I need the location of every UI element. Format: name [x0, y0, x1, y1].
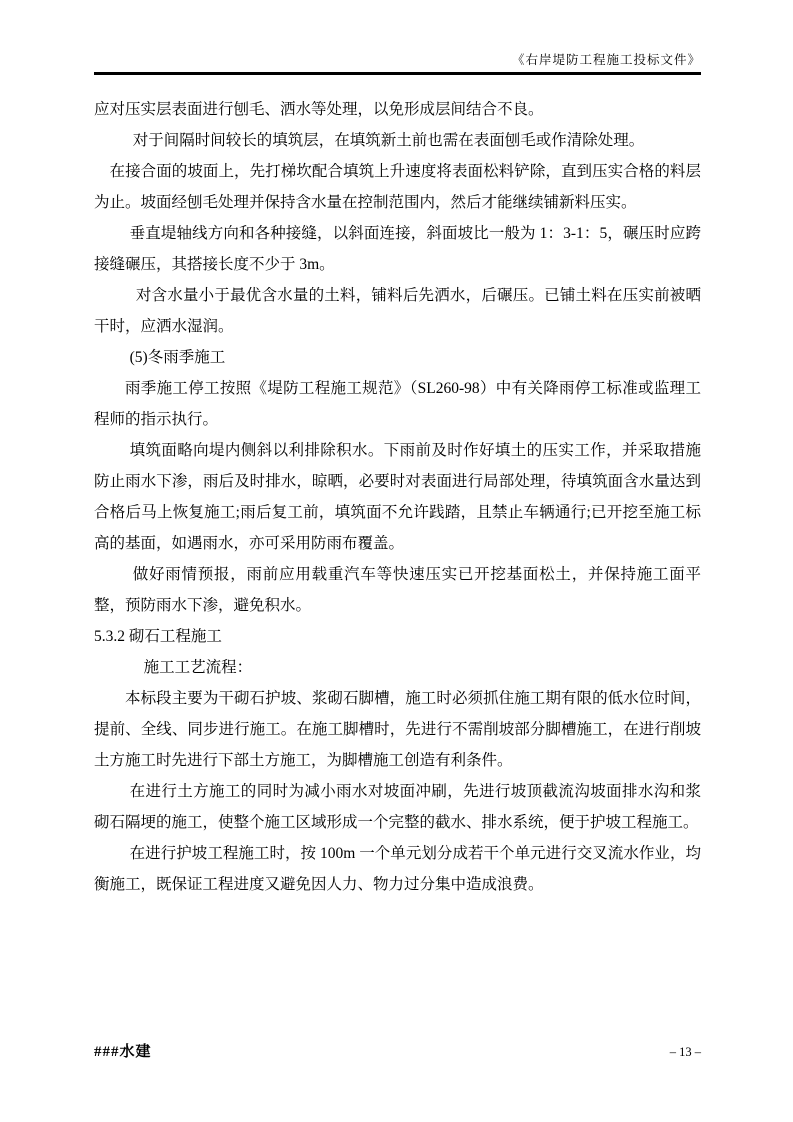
header-rule [94, 72, 701, 75]
footer-company: ###水建 [94, 1044, 152, 1060]
paragraph: 在接合面的坡面上，先打梯坎配合填筑上升速度将表面松料铲除，直到压实合格的料层为止。坡面经刨毛处理并保持含水量在控制范围内，然后才能继续铺新料压实。 [94, 163, 701, 211]
paragraph: 在进行土方施工的同时为减小雨水对坡面冲刷，先进行坡顶截流沟坡面排水沟和浆砌石隔埂的施工，使整个施工区域形成一个完整的截水、排水系统，便于护坡工程施工。 [94, 783, 701, 831]
page-header [94, 50, 701, 75]
paragraph: 雨季施工停工按照《堤防工程施工规范》（SL260-98）中有关降雨停工标准或监理工程师的指示执行。 [94, 380, 701, 428]
paragraph: 做好雨情预报，雨前应用载重汽车等快速压实已开挖基面松土，并保持施工面平整，预防雨水下渗，避免积水。 [94, 566, 701, 614]
paragraph: 本标段主要为干砌石护坡、浆砌石脚槽，施工时必须抓住施工期有限的低水位时间，提前、全线、同步进行施工。在施工脚槽时，先进行不需削坡部分脚槽施工，在进行削坡土方施工时先进行下部土方施工，为脚槽施工创造有利条件。 [94, 690, 701, 769]
paragraph: 对含水量小于最优含水量的土料，铺料后先洒水，后碾压。已铺土料在压实前被晒干时，应洒水湿润。 [94, 287, 701, 335]
page-footer [94, 1040, 701, 1061]
paragraph: 应对压实层表面进行刨毛、洒水等处理，以免形成层间结合不良。 [94, 101, 544, 118]
paragraph: 对于间隔时间较长的填筑层，在填筑新土前也需在表面刨毛或作清除处理。 [132, 132, 645, 149]
paragraph: (5)冬雨季施工 [129, 349, 226, 366]
footer-page-number: – 13 – [669, 1045, 701, 1059]
paragraph: 填筑面略向堤内侧斜以利排除积水。下雨前及时作好填土的压实工作，并采取措施防止雨水下渗，雨后及时排水，晾晒，必要时对表面进行局部处理，待填筑面含水量达到合格后马上恢复施工;雨后复工前，填筑面不允许践踏，且禁止车辆通行;已开挖至施工标高的基面，如遇雨水，亦可采用防雨布覆盖。 [94, 442, 701, 552]
paragraph: 垂直堤轴线方向和各种接缝，以斜面连接，斜面坡比一般为 1：3-1：5，碾压时应跨接缝碾压，其搭接长度不少于 3m。 [94, 225, 701, 273]
header-title: 《右岸堤防工程施工投标文件》 [511, 53, 701, 67]
document-body [94, 94, 701, 900]
paragraph: 施工工艺流程： [143, 659, 253, 676]
paragraph: 5.3.2 砌石工程施工 [94, 628, 222, 645]
paragraph: 在进行护坡工程施工时，按 100m 一个单元划分成若干个单元进行交叉流水作业，均衡施工，既保证工程进度又避免因人力、物力过分集中造成浪费。 [94, 845, 701, 893]
